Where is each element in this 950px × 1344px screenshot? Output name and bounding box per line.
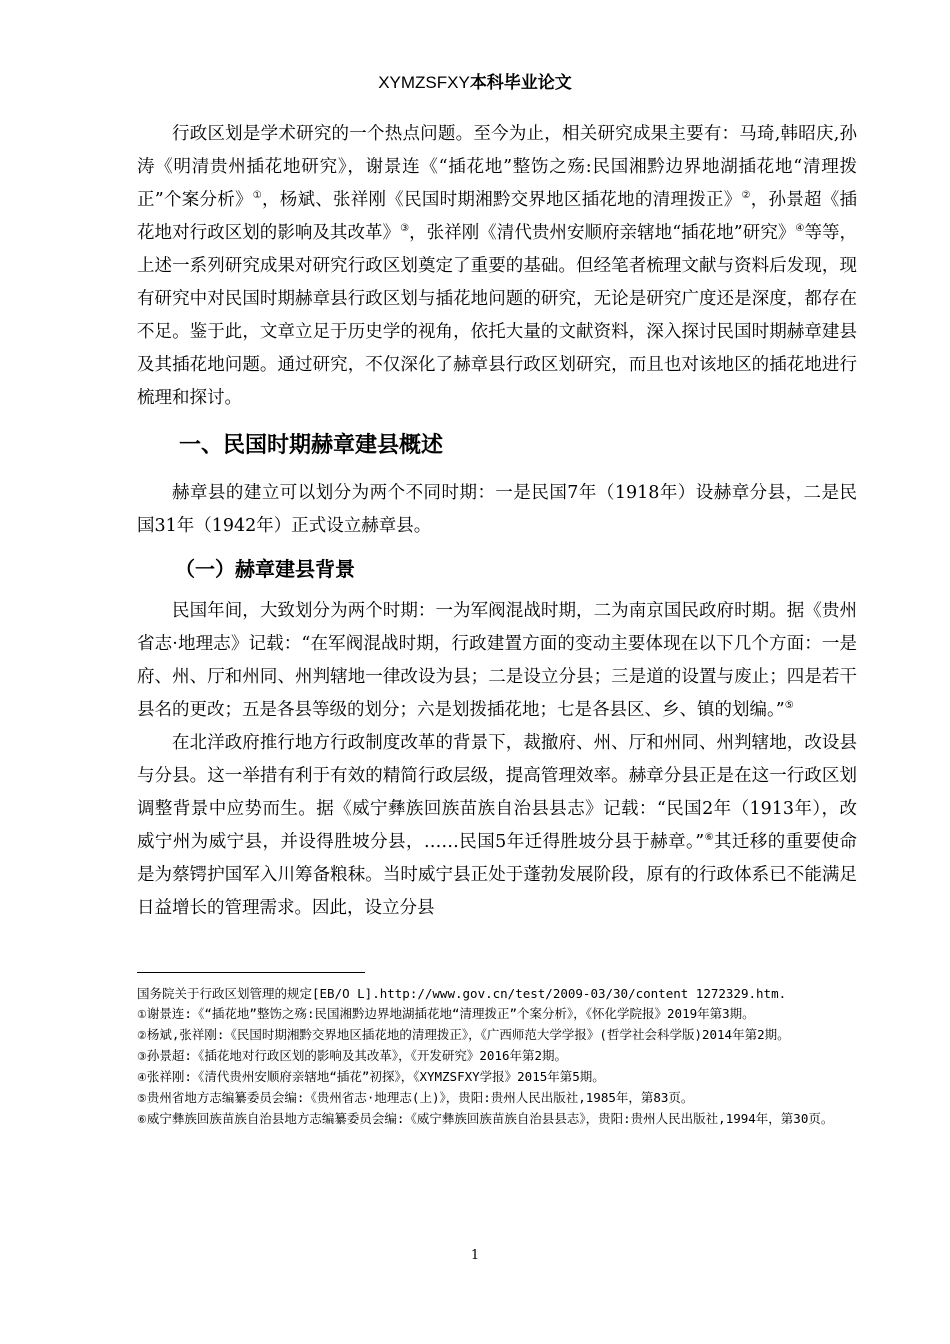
footnote-mark-2: ② [137, 1029, 147, 1042]
footnote-1 [137, 1004, 857, 1025]
footnote-separator [137, 972, 365, 973]
main-body [137, 118, 857, 925]
footnote-text-3: 孙景超:《插花地对行政区划的影响及其改革》，《开发研究》2016年第2期。 [146, 1048, 568, 1063]
header-code: XYMZSFXY [378, 73, 470, 92]
section1-paragraph: 赫章县的建立可以划分为两个不同时期：一是民国7年（1918年）设赫章分县，二是民国31年（1942年）正式设立赫章县。 [137, 483, 857, 536]
footnote-mark-4: ④ [137, 1071, 147, 1084]
section-heading-1: 一、民国时期赫章建县概述 [179, 433, 444, 458]
footnote-2 [137, 1025, 857, 1046]
footnote-ref-6[interactable]: ⑥ [704, 832, 714, 844]
subsection1-para1-text: 民国年间，大致划分为两个时期：一为军阀混战时期，二为南京国民政府时期。据《贵州省志·地理志》记载：“在军阀混战时期，行政建置方面的变动主要体现在以下几个方面：一是府、州、厅和州同、州判辖地一律改设为县；二是设立分县；三是道的设置与废止；四是若干县名的更改；五是各县等级的划分；六是划拨插花地；七是各县区、乡、镇的划编。” [137, 601, 857, 720]
footnote-5 [137, 1088, 857, 1109]
intro-text-1: 行政区划是学术研究的一个热点问题。至今为止，相关研究成果主要有：马琦,韩昭庆,孙涛《明清贵州插花地研究》，谢景连《“插花地”整饬之殇:民国湘黔边界地湖插花地“清理拨正”个案分析》 [137, 124, 857, 210]
footnote-mark-1: ① [137, 1008, 147, 1021]
footnote-text-4: 张祥刚:《清代贵州安顺府亲辖地“插花”初探》，《XYMZSFXY学报》2015年第5期。 [146, 1069, 605, 1084]
page-number: 1 [470, 1248, 480, 1263]
footnote-mark-3: ③ [137, 1050, 147, 1063]
footnote-4 [137, 1067, 857, 1088]
subsection1-para2-text-1: 在北洋政府推行地方行政制度改革的背景下，裁撤府、州、厅和州同、州判辖地，改设县与分县。这一举措有利于有效的精简行政层级，提高管理效率。赫章分县正是在这一行政区划调整背景中应势而生。据《威宁彝族回族苗族自治县县志》记载：“民国2年（1913年），改威宁州为威宁县，并设得胜坡分县，……民国5年迁得胜坡分县于赫章。” [137, 733, 857, 852]
footnote-6 [137, 1109, 857, 1130]
footnotes [137, 984, 857, 1130]
subsection-heading-1: （一）赫章建县背景 [175, 557, 355, 581]
footnote-text-2: 杨斌,张祥刚:《民国时期湘黔交界地区插花地的清理拨正》，《广西师范大学学报》(哲学社会科学版)2014年第2期。 [146, 1027, 790, 1042]
footnote-ref-4[interactable]: ④ [795, 223, 805, 235]
footnote-mark-6: ⑥ [137, 1113, 147, 1126]
footnote-0: 国务院关于行政区划管理的规定[EB/O L].http://www.gov.cn/test/2009-03/30/content 1272329.htm. [137, 986, 787, 1001]
intro-text-2: ，杨斌、张祥刚《民国时期湘黔交界地区插花地的清理拨正》 [262, 190, 742, 210]
subsection1-paragraph-1 [137, 595, 857, 727]
footnote-3 [137, 1046, 857, 1067]
footnote-text-6: 威宁彝族回族苗族自治县地方志编纂委员会编:《威宁彝族回族苗族自治县县志》，贵阳:贵州人民出版社,1994年，第30页。 [146, 1111, 834, 1126]
intro-text-5: 等等，上述一系列研究成果对研究行政区划奠定了重要的基础。但经笔者梳理文献与资料后发现，现有研究中对民国时期赫章县行政区划与插花地问题的研究，无论是研究广度还是深度，都存在不足。鉴于此，文章立足于历史学的视角，依托大量的文献资料，深入探讨民国时期赫章建县及其插花地问题。通过研究，不仅深化了赫章县行政区划研究，而且也对该地区的插花地进行梳理和探讨。 [137, 223, 858, 408]
footnote-ref-1[interactable]: ① [252, 190, 262, 202]
intro-paragraph [137, 118, 857, 415]
footnote-ref-2[interactable]: ② [741, 190, 751, 202]
header-title: 本科毕业论文 [469, 73, 572, 93]
footnote-ref-5[interactable]: ⑤ [784, 700, 794, 712]
subsection1-para2-text-2: 其迁移的重要使命是为蔡锷护国军入川筹备粮秣。当时威宁县正处于蓬勃发展阶段，原有的行政体系已不能满足日益增长的管理需求。因此，设立分县 [137, 832, 857, 918]
intro-text-3: ，孙景超《插花地对行政区划的影响及其改革》 [137, 190, 858, 243]
footnote-ref-3[interactable]: ③ [400, 223, 410, 235]
running-header [0, 72, 950, 94]
subsection1-paragraph-2 [137, 727, 857, 925]
intro-text-4: ，张祥刚《清代贵州安顺府亲辖地“插花地”研究》 [409, 223, 796, 243]
footnote-text-1: 谢景连:《“插花地”整饬之殇:民国湘黔边界地湖插花地“清理拨正”个案分析》，《怀化学院报》2019年第3期。 [146, 1006, 755, 1021]
footnote-mark-5: ⑤ [137, 1092, 147, 1105]
footnote-text-5: 贵州省地方志编纂委员会编:《贵州省志·地理志(上)》，贵阳:贵州人民出版社,1985年，第83页。 [146, 1090, 694, 1105]
